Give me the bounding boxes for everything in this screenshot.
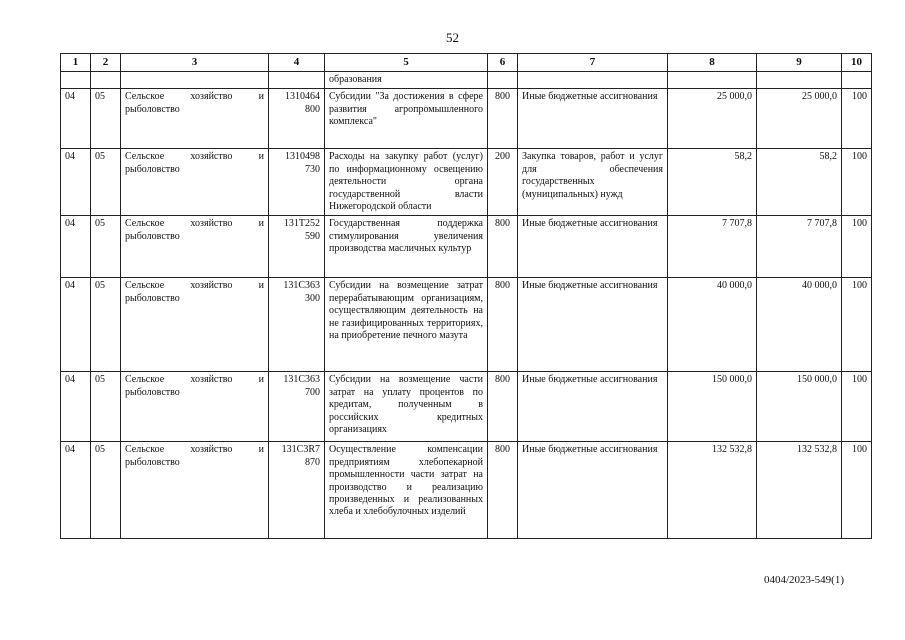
cell-amount-fact: 7 707,8 [757,216,842,278]
cell-expense-name: Иные бюджетные ассигнования [518,278,668,372]
table-row [61,149,872,216]
header-row [61,54,872,72]
cell-section: 04 [61,149,91,216]
cell-amount-fact: 40 000,0 [757,278,842,372]
cell-target-code [269,89,325,149]
code-part-2: 870 [305,456,320,468]
code-part-1: 131C363 [283,280,320,292]
cell-description: Государственная поддержка стимулирования увеличения производства масличных культур [325,216,488,278]
cell-percent: 100 [842,442,872,539]
cell-target-code [269,72,325,89]
cell-name: Сельское хозяйство и рыболовство [121,216,269,278]
cell-amount-fact: 25 000,0 [757,89,842,149]
page-number: 52 [446,30,459,45]
cell-subsection: 05 [91,278,121,372]
cell-expense-name [518,72,668,89]
code-part-1: 1310464 [285,91,320,103]
cell-expense-type: 200 [488,149,518,216]
column-header-7: 7 [518,54,668,72]
column-header-5: 5 [325,54,488,72]
cell-subsection: 05 [91,89,121,149]
cell-section: 04 [61,278,91,372]
cell-description: образования [325,72,488,89]
table-row [61,442,872,539]
code-part-1: 1310498 [285,151,320,163]
cell-subsection: 05 [91,216,121,278]
cell-expense-type: 800 [488,372,518,442]
cell-name: Сельское хозяйство и рыболовство [121,372,269,442]
cell-amount-fact: 58,2 [757,149,842,216]
cell-percent: 100 [842,216,872,278]
cell-section: 04 [61,372,91,442]
cell-amount-fact [757,72,842,89]
code-part-1: 131C3R7 [281,444,320,456]
cell-target-code [269,216,325,278]
cell-target-code [269,442,325,539]
cell-name [121,72,269,89]
cell-expense-name: Иные бюджетные ассигнования [518,216,668,278]
cell-section: 04 [61,216,91,278]
cell-description: Субсидии на возмещение затрат перерабатывающим организациям, осуществляющим деятельность на не газифицированных территориях, на приобретение печного мазута [325,278,488,372]
cell-percent: 100 [842,89,872,149]
cell-amount-plan [668,72,757,89]
cell-expense-type: 800 [488,278,518,372]
cell-expense-name: Иные бюджетные ассигнования [518,442,668,539]
table-row [61,278,872,372]
code-part-2: 590 [305,230,320,242]
cell-description: Субсидии на возмещение части затрат на уплату процентов по кредитам, полученным в российских кредитных организациях [325,372,488,442]
cell-subsection: 05 [91,372,121,442]
cell-amount-plan: 150 000,0 [668,372,757,442]
table-row [61,216,872,278]
cell-expense-name: Закупка товаров, работ и услуг для обеспечения государственных (муниципальных) нужд [518,149,668,216]
column-header-1: 1 [61,54,91,72]
table-row [61,89,872,149]
cell-section: 04 [61,89,91,149]
cell-section [61,72,91,89]
column-header-8: 8 [668,54,757,72]
column-header-9: 9 [757,54,842,72]
code-part-2: 800 [305,103,320,115]
cell-subsection: 05 [91,149,121,216]
column-header-6: 6 [488,54,518,72]
budget-table [60,53,872,539]
cell-percent: 100 [842,149,872,216]
cell-section: 04 [61,442,91,539]
cell-subsection: 05 [91,442,121,539]
cell-name: Сельское хозяйство и рыболовство [121,278,269,372]
cell-expense-type: 800 [488,89,518,149]
cell-target-code [269,149,325,216]
cell-amount-plan: 40 000,0 [668,278,757,372]
code-part-1: 131C363 [283,374,320,386]
code-part-1: 131T252 [283,218,320,230]
cell-expense-type: 800 [488,442,518,539]
continuation-row [61,72,872,89]
cell-name: Сельское хозяйство и рыболовство [121,149,269,216]
cell-percent: 100 [842,278,872,372]
cell-expense-name: Иные бюджетные ассигнования [518,372,668,442]
column-header-3: 3 [121,54,269,72]
cell-percent: 100 [842,372,872,442]
cell-amount-plan: 132 532,8 [668,442,757,539]
cell-name: Сельское хозяйство и рыболовство [121,442,269,539]
cell-description: Субсидии "За достижения в сфере развития агропромышленного комплекса" [325,89,488,149]
cell-amount-plan: 25 000,0 [668,89,757,149]
code-part-2: 700 [305,386,320,398]
table-row [61,372,872,442]
column-header-10: 10 [842,54,872,72]
cell-percent [842,72,872,89]
cell-amount-fact: 132 532,8 [757,442,842,539]
cell-description: Расходы на закупку работ (услуг) по информационному освещению деятельности органа государственной власти Нижегородской области [325,149,488,216]
cell-expense-type: 800 [488,216,518,278]
cell-target-code [269,278,325,372]
cell-target-code [269,372,325,442]
cell-expense-type [488,72,518,89]
column-header-2: 2 [91,54,121,72]
code-part-2: 730 [305,163,320,175]
cell-subsection [91,72,121,89]
cell-amount-plan: 58,2 [668,149,757,216]
cell-description: Осуществление компенсации предприятиям хлебопекарной промышленности части затрат на производство и реализацию произведенных и реализованных хлеба и хлебобулочных изделий [325,442,488,539]
code-part-2: 300 [305,292,320,304]
cell-expense-name: Иные бюджетные ассигнования [518,89,668,149]
document-number: 0404/2023-549(1) [763,574,844,586]
cell-amount-fact: 150 000,0 [757,372,842,442]
cell-amount-plan: 7 707,8 [668,216,757,278]
cell-name: Сельское хозяйство и рыболовство [121,89,269,149]
column-header-4: 4 [269,54,325,72]
